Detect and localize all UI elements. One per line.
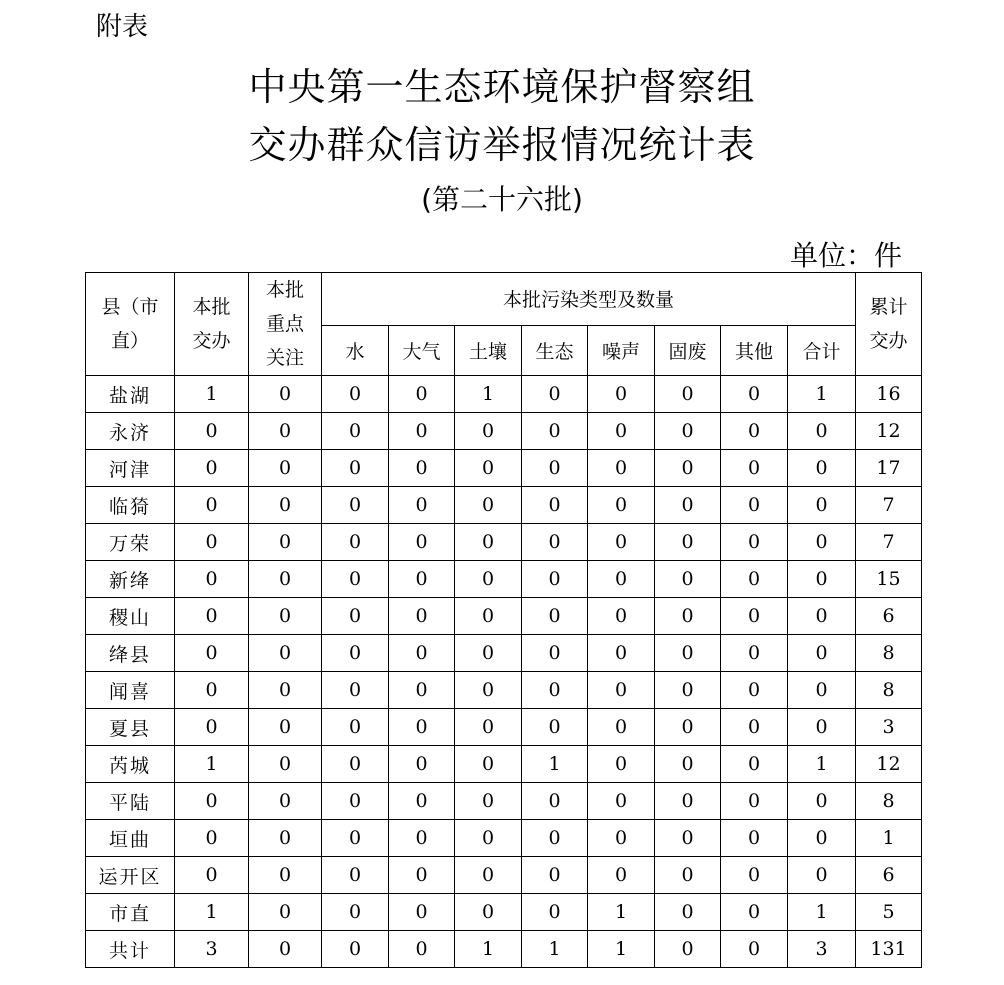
row-value-cell: 0 (175, 413, 249, 450)
row-value-cell: 0 (249, 672, 322, 709)
row-value-cell: 0 (588, 598, 655, 635)
row-value-cell: 0 (249, 783, 322, 820)
table-row (86, 894, 922, 931)
header-cumulative (856, 273, 922, 376)
row-value-cell: 0 (788, 709, 856, 746)
table-row (86, 931, 922, 968)
row-value-cell: 0 (655, 783, 721, 820)
table-body (86, 376, 922, 968)
row-value-cell: 0 (522, 487, 588, 524)
row-value-cell: 7 (856, 487, 922, 524)
row-value-cell: 0 (455, 524, 522, 561)
header-cum-line2: 交办 (869, 330, 908, 352)
row-value-cell: 0 (322, 450, 389, 487)
row-value-cell: 0 (522, 376, 588, 413)
row-value-cell: 0 (455, 709, 522, 746)
header-water: 水 (322, 325, 389, 376)
header-soil: 土壤 (455, 325, 522, 376)
row-value-cell: 0 (788, 672, 856, 709)
statistics-table (85, 272, 922, 968)
row-value-cell: 0 (588, 783, 655, 820)
row-value-cell: 0 (175, 598, 249, 635)
table-row (86, 857, 922, 894)
row-value-cell: 0 (175, 635, 249, 672)
row-county-name: 新绛 (86, 561, 175, 598)
row-value-cell: 0 (322, 524, 389, 561)
header-ecology: 生态 (522, 325, 588, 376)
row-value-cell: 0 (655, 376, 721, 413)
row-value-cell: 15 (856, 561, 922, 598)
row-value-cell: 0 (249, 376, 322, 413)
row-value-cell: 131 (856, 931, 922, 968)
header-solid-waste: 固废 (655, 325, 721, 376)
row-value-cell: 0 (389, 487, 455, 524)
row-value-cell: 0 (175, 857, 249, 894)
table-row (86, 672, 922, 709)
row-value-cell: 0 (522, 635, 588, 672)
attachment-label: 附表 (96, 12, 149, 42)
row-value-cell: 0 (322, 598, 389, 635)
row-value-cell: 0 (788, 524, 856, 561)
unit-label: 单位：件 (790, 239, 903, 272)
row-value-cell: 0 (455, 746, 522, 783)
row-value-cell: 0 (522, 413, 588, 450)
row-value-cell: 0 (588, 857, 655, 894)
row-value-cell: 0 (455, 450, 522, 487)
row-value-cell: 0 (175, 487, 249, 524)
row-value-cell: 0 (522, 820, 588, 857)
row-value-cell: 0 (721, 376, 788, 413)
header-other: 其他 (721, 325, 788, 376)
row-value-cell: 5 (856, 894, 922, 931)
row-county-name: 永济 (86, 413, 175, 450)
row-value-cell: 0 (389, 672, 455, 709)
row-value-cell: 0 (389, 598, 455, 635)
header-batch-focus (249, 273, 322, 376)
row-value-cell: 0 (655, 931, 721, 968)
row-value-cell: 8 (856, 783, 922, 820)
row-value-cell: 0 (655, 672, 721, 709)
row-value-cell: 0 (588, 820, 655, 857)
table-row (86, 413, 922, 450)
row-value-cell: 0 (175, 524, 249, 561)
row-value-cell: 0 (721, 524, 788, 561)
row-value-cell: 6 (856, 857, 922, 894)
table-row (86, 820, 922, 857)
row-value-cell: 0 (389, 524, 455, 561)
row-value-cell: 0 (249, 487, 322, 524)
row-value-cell: 0 (175, 709, 249, 746)
row-value-cell: 0 (721, 672, 788, 709)
row-value-cell: 0 (389, 413, 455, 450)
row-value-cell: 0 (655, 524, 721, 561)
row-county-name: 绛县 (86, 635, 175, 672)
row-value-cell: 0 (175, 672, 249, 709)
row-value-cell: 0 (788, 561, 856, 598)
row-value-cell: 1 (588, 931, 655, 968)
row-value-cell: 17 (856, 450, 922, 487)
table-row (86, 561, 922, 598)
row-value-cell: 0 (655, 598, 721, 635)
row-value-cell: 1 (522, 746, 588, 783)
row-value-cell: 0 (455, 820, 522, 857)
row-value-cell: 0 (455, 635, 522, 672)
row-value-cell: 0 (588, 709, 655, 746)
header-subtotal: 合计 (788, 325, 856, 376)
header-county-line1: 县（市 (101, 296, 159, 318)
row-value-cell: 7 (856, 524, 922, 561)
row-value-cell: 16 (856, 376, 922, 413)
row-value-cell: 0 (721, 783, 788, 820)
row-county-name: 盐湖 (86, 376, 175, 413)
row-value-cell: 0 (175, 450, 249, 487)
row-value-cell: 0 (588, 450, 655, 487)
row-value-cell: 0 (389, 561, 455, 598)
header-cum-line1: 累计 (869, 296, 908, 318)
row-value-cell: 0 (721, 746, 788, 783)
row-value-cell: 1 (175, 894, 249, 931)
row-value-cell: 0 (522, 894, 588, 931)
row-value-cell: 0 (389, 635, 455, 672)
header-focus-line1: 本批 (265, 279, 304, 301)
row-value-cell: 0 (721, 413, 788, 450)
row-value-cell: 0 (788, 450, 856, 487)
row-value-cell: 0 (322, 709, 389, 746)
row-value-cell: 0 (788, 598, 856, 635)
row-value-cell: 0 (588, 672, 655, 709)
row-value-cell: 0 (455, 413, 522, 450)
row-value-cell: 0 (389, 709, 455, 746)
row-value-cell: 0 (249, 635, 322, 672)
row-value-cell: 1 (522, 931, 588, 968)
header-batch-line1: 本批 (192, 296, 231, 318)
row-value-cell: 0 (655, 709, 721, 746)
row-value-cell: 0 (788, 487, 856, 524)
row-value-cell: 0 (655, 413, 721, 450)
row-value-cell: 0 (721, 450, 788, 487)
row-value-cell: 0 (522, 709, 588, 746)
row-value-cell: 0 (721, 894, 788, 931)
row-value-cell: 0 (249, 598, 322, 635)
row-value-cell: 0 (249, 450, 322, 487)
row-value-cell: 0 (322, 413, 389, 450)
row-value-cell: 0 (455, 598, 522, 635)
row-value-cell: 0 (588, 487, 655, 524)
row-value-cell: 0 (249, 561, 322, 598)
row-value-cell: 0 (588, 561, 655, 598)
row-value-cell: 0 (522, 524, 588, 561)
row-value-cell: 0 (322, 746, 389, 783)
row-value-cell: 0 (322, 894, 389, 931)
row-value-cell: 0 (721, 635, 788, 672)
row-value-cell: 0 (389, 376, 455, 413)
table-row (86, 524, 922, 561)
row-value-cell: 1 (455, 376, 522, 413)
row-county-name: 芮城 (86, 746, 175, 783)
row-value-cell: 0 (655, 635, 721, 672)
row-value-cell: 0 (522, 598, 588, 635)
row-value-cell: 6 (856, 598, 922, 635)
row-value-cell: 0 (322, 561, 389, 598)
row-value-cell: 0 (249, 746, 322, 783)
header-focus-line3: 关注 (265, 347, 304, 369)
row-value-cell: 0 (175, 561, 249, 598)
row-value-cell: 0 (655, 820, 721, 857)
row-county-name: 夏县 (86, 709, 175, 746)
row-value-cell: 0 (655, 894, 721, 931)
row-value-cell: 1 (175, 746, 249, 783)
row-value-cell: 0 (322, 635, 389, 672)
row-value-cell: 1 (788, 746, 856, 783)
row-value-cell: 0 (249, 931, 322, 968)
header-focus-line2: 重点 (265, 313, 304, 335)
row-county-name: 稷山 (86, 598, 175, 635)
title-line-1: 中央第一生态环境保护督察组 (248, 65, 756, 109)
row-value-cell: 0 (322, 376, 389, 413)
row-county-name: 平陆 (86, 783, 175, 820)
row-value-cell: 0 (788, 783, 856, 820)
header-batch-assigned (175, 273, 249, 376)
row-value-cell: 0 (455, 487, 522, 524)
row-value-cell: 0 (788, 635, 856, 672)
title-line-2: 交办群众信访举报情况统计表 (248, 123, 756, 167)
header-noise: 噪声 (588, 325, 655, 376)
row-value-cell: 0 (655, 487, 721, 524)
row-value-cell: 0 (655, 561, 721, 598)
row-value-cell: 0 (655, 450, 721, 487)
row-value-cell: 0 (522, 450, 588, 487)
row-value-cell: 0 (588, 746, 655, 783)
row-value-cell: 0 (389, 450, 455, 487)
row-value-cell: 0 (322, 820, 389, 857)
row-county-name: 共计 (86, 931, 175, 968)
row-value-cell: 0 (455, 783, 522, 820)
row-value-cell: 0 (249, 709, 322, 746)
row-value-cell: 0 (721, 709, 788, 746)
table-row (86, 376, 922, 413)
row-value-cell: 0 (588, 635, 655, 672)
row-value-cell: 0 (249, 413, 322, 450)
row-value-cell: 0 (588, 524, 655, 561)
row-value-cell: 0 (389, 783, 455, 820)
header-county (86, 273, 175, 376)
row-value-cell: 3 (175, 931, 249, 968)
row-value-cell: 1 (588, 894, 655, 931)
row-value-cell: 0 (788, 413, 856, 450)
row-value-cell: 0 (322, 783, 389, 820)
row-county-name: 市直 (86, 894, 175, 931)
table-row (86, 487, 922, 524)
row-value-cell: 0 (249, 857, 322, 894)
table-row (86, 783, 922, 820)
row-value-cell: 0 (721, 598, 788, 635)
row-value-cell: 0 (522, 783, 588, 820)
row-value-cell: 0 (721, 561, 788, 598)
row-value-cell: 0 (788, 857, 856, 894)
row-value-cell: 0 (522, 561, 588, 598)
row-value-cell: 0 (455, 672, 522, 709)
row-value-cell: 8 (856, 672, 922, 709)
batch-label: (第二十六批) (421, 183, 583, 216)
header-batch-line2: 交办 (192, 330, 231, 352)
row-value-cell: 0 (389, 857, 455, 894)
row-value-cell: 0 (655, 746, 721, 783)
row-value-cell: 0 (588, 413, 655, 450)
row-county-name: 河津 (86, 450, 175, 487)
row-value-cell: 0 (249, 820, 322, 857)
row-value-cell: 0 (455, 894, 522, 931)
row-value-cell: 0 (588, 376, 655, 413)
row-county-name: 万荣 (86, 524, 175, 561)
row-value-cell: 0 (322, 672, 389, 709)
header-pollution-group: 本批污染类型及数量 (322, 273, 856, 326)
row-value-cell: 0 (455, 561, 522, 598)
table-row (86, 709, 922, 746)
row-value-cell: 1 (788, 894, 856, 931)
row-value-cell: 12 (856, 746, 922, 783)
row-value-cell: 3 (788, 931, 856, 968)
row-value-cell: 0 (389, 894, 455, 931)
row-value-cell: 3 (856, 709, 922, 746)
header-county-line2: 直） (110, 330, 149, 352)
header-air: 大气 (389, 325, 455, 376)
row-value-cell: 0 (389, 820, 455, 857)
table-row (86, 450, 922, 487)
row-value-cell: 0 (322, 487, 389, 524)
row-value-cell: 0 (389, 746, 455, 783)
row-value-cell: 0 (522, 857, 588, 894)
row-value-cell: 8 (856, 635, 922, 672)
row-value-cell: 0 (522, 672, 588, 709)
row-value-cell: 1 (856, 820, 922, 857)
row-value-cell: 12 (856, 413, 922, 450)
table-row (86, 598, 922, 635)
row-value-cell: 0 (322, 931, 389, 968)
row-value-cell: 0 (721, 931, 788, 968)
row-value-cell: 0 (249, 894, 322, 931)
row-county-name: 闻喜 (86, 672, 175, 709)
row-value-cell: 0 (249, 524, 322, 561)
table-row (86, 746, 922, 783)
row-value-cell: 0 (721, 487, 788, 524)
row-value-cell: 0 (175, 820, 249, 857)
row-county-name: 垣曲 (86, 820, 175, 857)
row-value-cell: 1 (455, 931, 522, 968)
table-row (86, 635, 922, 672)
row-value-cell: 0 (455, 857, 522, 894)
row-value-cell: 1 (788, 376, 856, 413)
row-county-name: 运开区 (86, 857, 175, 894)
row-value-cell: 1 (175, 376, 249, 413)
row-value-cell: 0 (175, 783, 249, 820)
row-value-cell: 0 (788, 820, 856, 857)
row-county-name: 临猗 (86, 487, 175, 524)
row-value-cell: 0 (721, 820, 788, 857)
row-value-cell: 0 (721, 857, 788, 894)
row-value-cell: 0 (322, 857, 389, 894)
row-value-cell: 0 (655, 857, 721, 894)
row-value-cell: 0 (389, 931, 455, 968)
